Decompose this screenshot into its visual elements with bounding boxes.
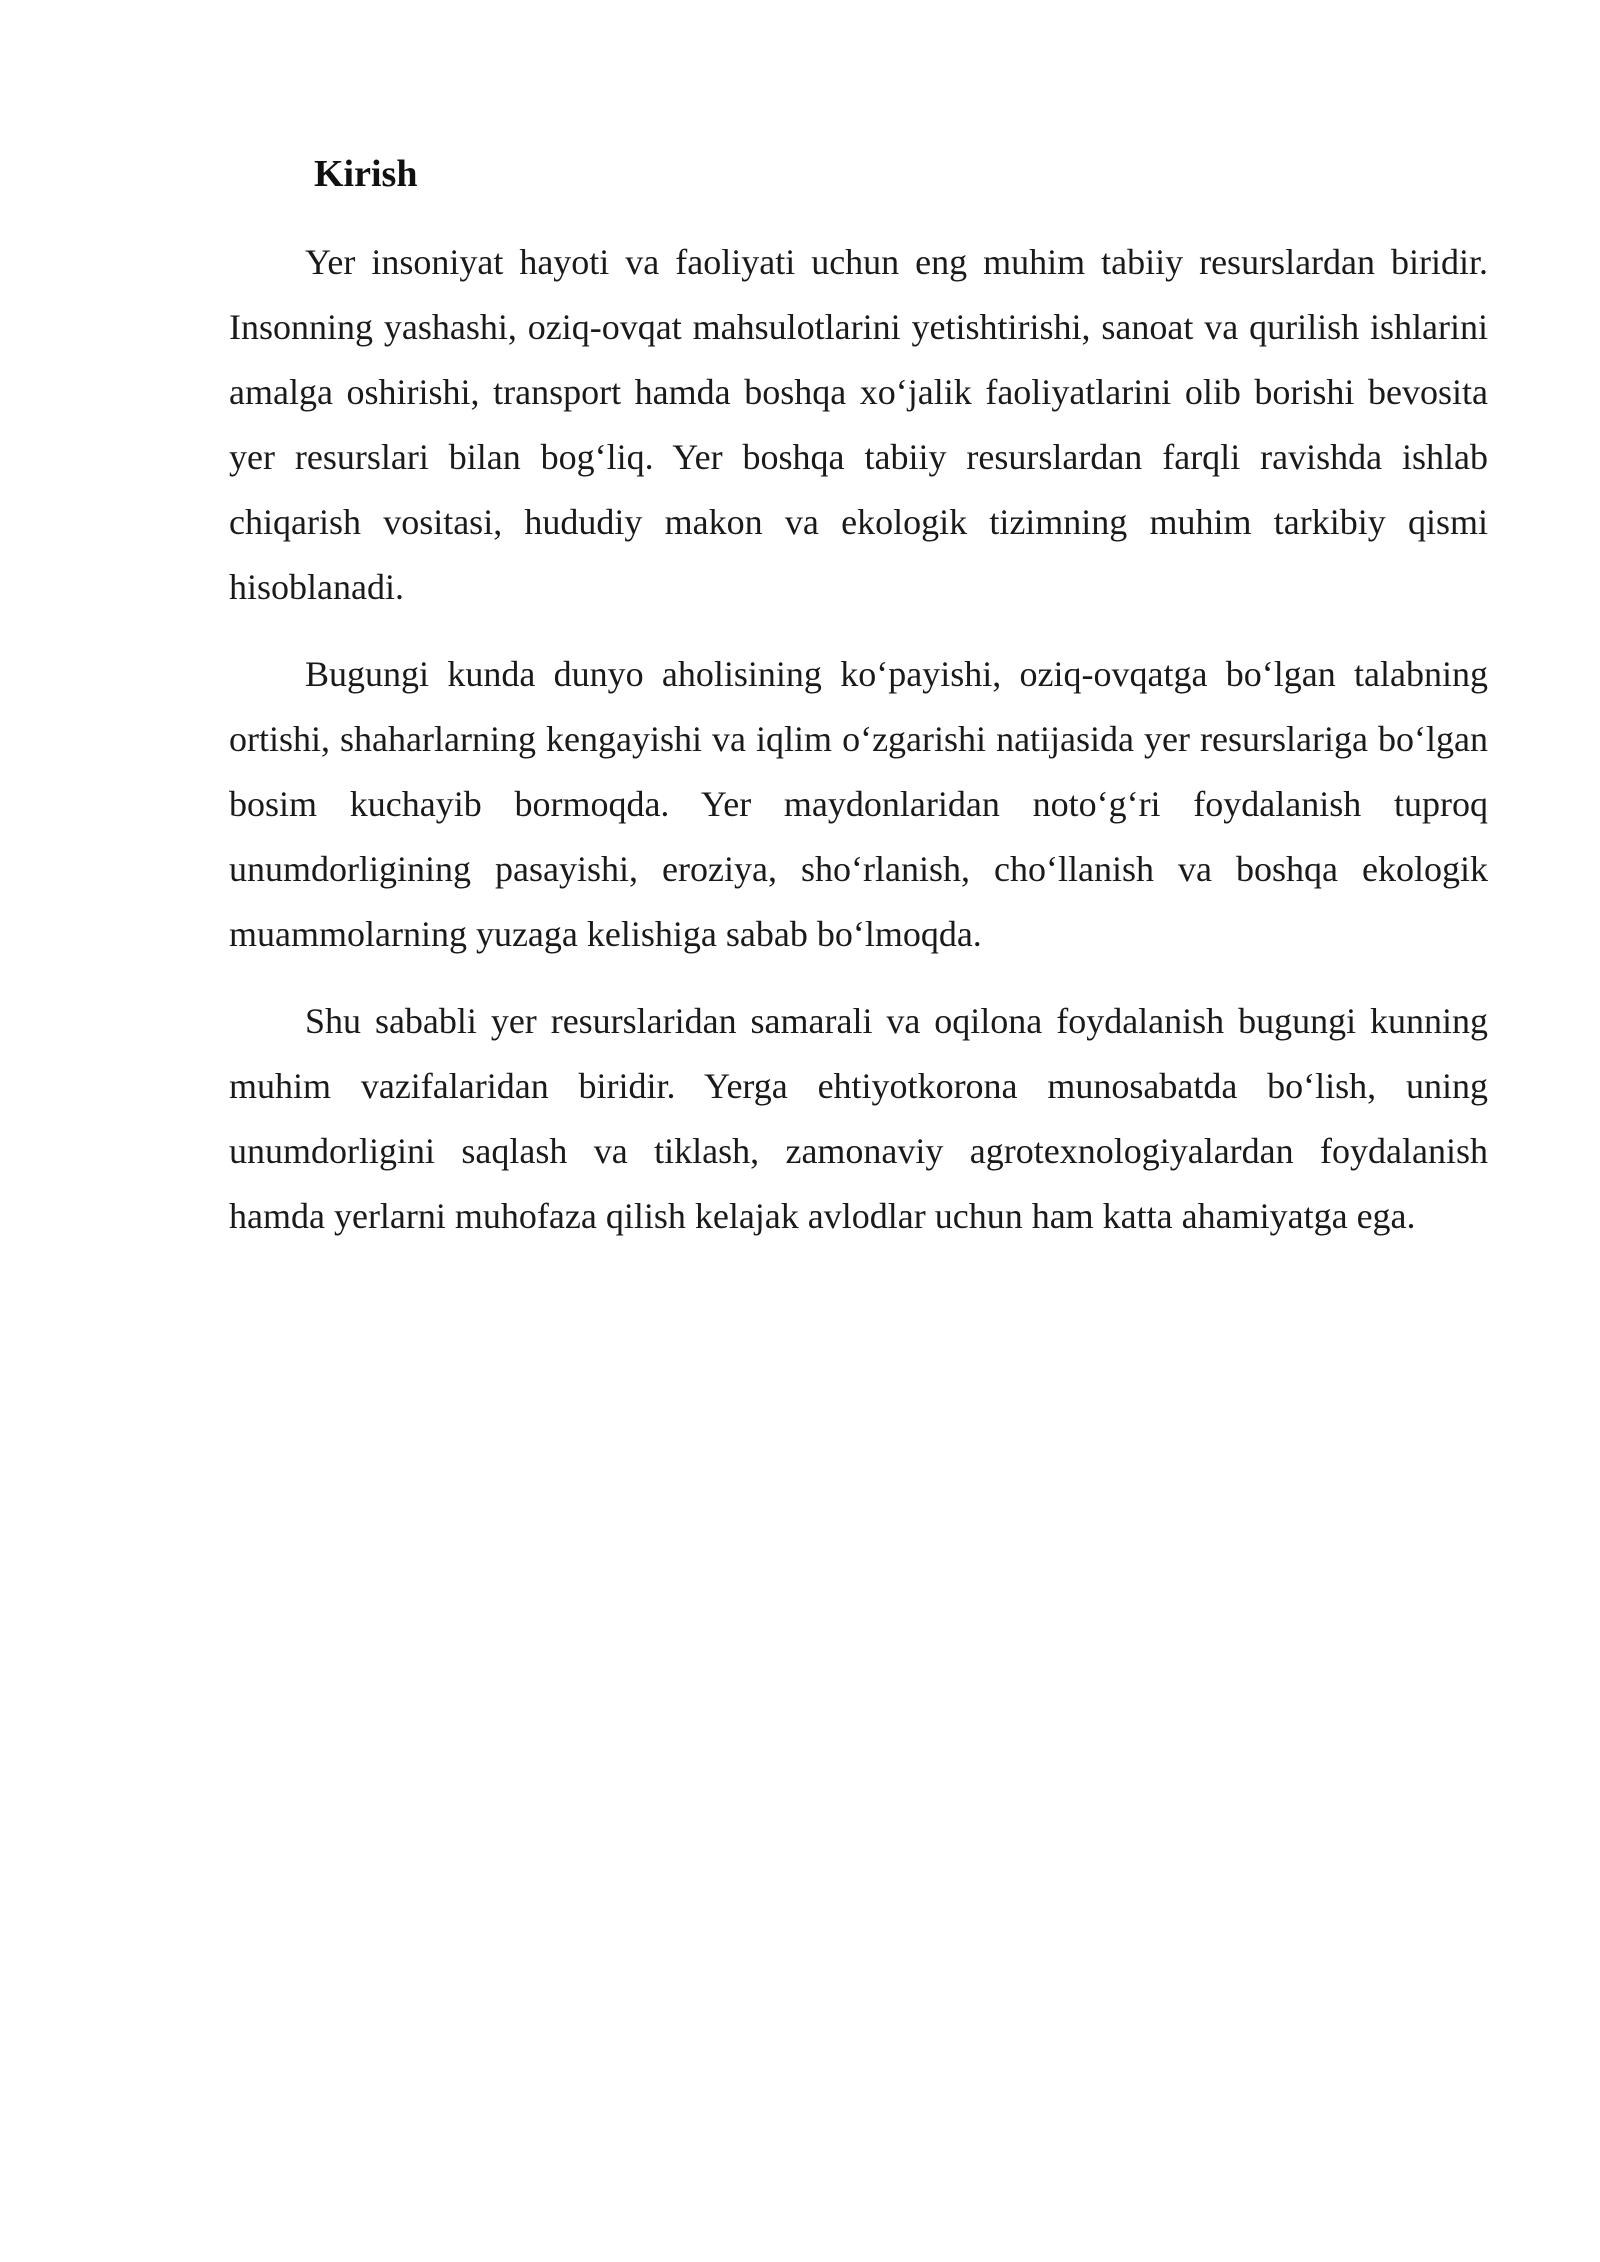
section-heading: Kirish <box>314 153 418 195</box>
paragraph-1: Yer insoniyat hayoti va faoliyati uchun eng muhim tabiiy resurslardan biridir. Insonning yashashi, oziq-ovqat mahsulotlarini yetishtirishi, sanoat va qurilish ishlarini amalga oshirishi, transport hamda boshqa xo‘jalik faoliyatlarini olib borishi bevosita yer resurslari bilan bog‘liq. Yer boshqa tabiiy resurslardan farqli ravishda ishlab chiqarish vositasi, hududiy makon va ekologik tizimning muhim tarkibiy qismi hisoblanadi. <box>229 242 1488 607</box>
paragraph-3: Shu sababli yer resurslaridan samarali va oqilona foydalanish bugungi kunning muhim vazifalaridan biridir. Yerga ehtiyotkorona munosabatda bo‘lish, uning unumdorligini saqlash va tiklash, zamonaviy agrotexnologiyalardan foydalanish hamda yerlarni muhofaza qilish kelajak avlodlar uchun ham katta ahamiyatga ega. <box>229 1001 1488 1236</box>
document-body <box>229 148 1488 1271</box>
paragraph-2: Bugungi kunda dunyo aholisining ko‘payishi, oziq-ovqatga bo‘lgan talabning ortishi, shaharlarning kengayishi va iqlim o‘zgarishi natijasida yer resurslariga bo‘lgan bosim kuchayib bormoqda. Yer maydonlaridan noto‘g‘ri foydalanish tuproq unumdorligining pasayishi, eroziya, sho‘rlanish, cho‘llanish va boshqa ekologik muammolarning yuzaga kelishiga sabab bo‘lmoqda. <box>229 654 1488 954</box>
